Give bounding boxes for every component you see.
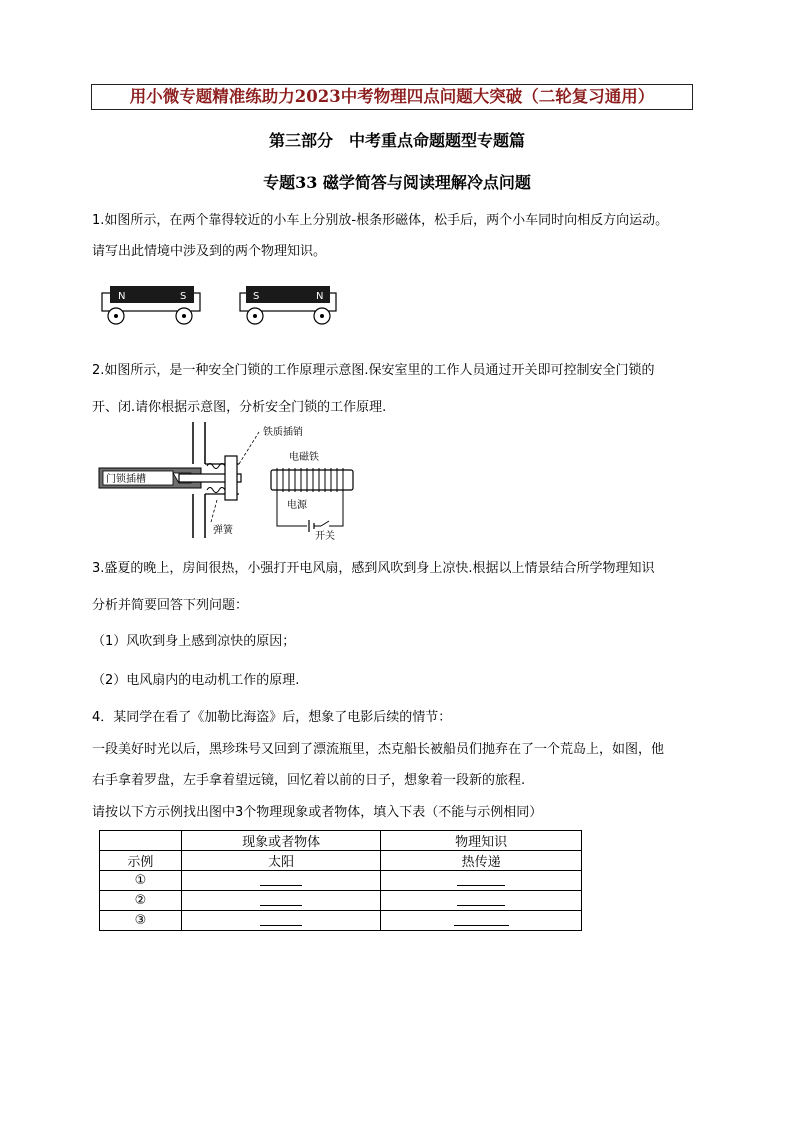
q1-text-line2: 请写出此情境中涉及到的两个物理知识。 — [92, 244, 327, 259]
table-cell: 太阳 — [181, 851, 381, 871]
answer-blank-cell[interactable] — [381, 911, 582, 931]
table-header-cell — [100, 831, 182, 851]
table-row — [100, 911, 582, 931]
answer-blank[interactable] — [260, 875, 302, 886]
q4-text-line4: 请按以下方示例找出图中3个物理现象或者物体，填入下表（不能与示例相同） — [92, 805, 543, 820]
table-row — [100, 851, 582, 871]
q3-text-line2: 分析并简要回答下列问题： — [92, 598, 249, 613]
q2-text-line1: 2.如图所示，是一种安全门锁的工作原理示意图.保安室里的工作人员通过开关即可控制安全门锁的 — [92, 363, 655, 378]
series-banner: 用小微专题精准练助力2023中考物理四点问题大突破（二轮复习通用） — [91, 84, 693, 110]
table-header-cell: 物理知识 — [381, 831, 582, 851]
switch — [321, 521, 329, 526]
answer-blank[interactable] — [457, 895, 505, 906]
table-header-row — [100, 831, 582, 851]
q1-text-line1: 1.如图所示，在两个靠得较近的小车上分别放-根条形磁体，松手后，两个小车同时向相反方向运动。 — [92, 213, 669, 228]
part-title: 第三部分 中考重点命题题型专题篇 — [268, 131, 525, 150]
table-cell: ③ — [100, 911, 182, 931]
topic-title: 专题33 磁学简答与阅读理解冷点问题 — [263, 173, 531, 192]
magnet-left-pole-2: S — [180, 291, 187, 302]
label-latch-slot: 门锁插槽 — [106, 474, 146, 485]
table-row — [100, 871, 582, 891]
q3-text-line1: 3.盛夏的晚上，房间很热，小强打开电风扇，感到风吹到身上凉快.根据以上情景结合所学物理知识 — [92, 561, 655, 576]
label-electromagnet: 电磁铁 — [289, 452, 319, 463]
answer-table — [99, 830, 582, 931]
table-cell: 示例 — [100, 851, 182, 871]
label-iron-pin: 铁质插销 — [263, 427, 303, 438]
magnet-left-pole-1: N — [118, 291, 126, 302]
answer-blank[interactable] — [260, 895, 302, 906]
answer-blank[interactable] — [454, 915, 509, 926]
q4-text-line3: 右手拿着罗盘，左手拿着望远镜，回忆着以前的日子，想象着一段新的旅程. — [92, 773, 526, 788]
table-cell: ① — [100, 871, 182, 891]
q4-text-line2: 一段美好时光以后，黑珍珠号又回到了漂流瓶里，杰克船长被船员们抛弃在了一个荒岛上，如图，他 — [92, 742, 665, 757]
answer-blank-cell[interactable] — [181, 911, 381, 931]
label-switch: 开关 — [315, 531, 335, 540]
magnet-carts-figure — [100, 283, 355, 327]
answer-blank-cell[interactable] — [181, 891, 381, 911]
cart-right — [240, 286, 336, 324]
magnet-right-pole-2: N — [316, 291, 324, 302]
answer-blank[interactable] — [457, 875, 505, 886]
answer-blank-cell[interactable] — [381, 871, 582, 891]
table-row — [100, 891, 582, 911]
table-header-cell: 现象或者物体 — [181, 831, 381, 851]
q2-text-line2: 开、闭.请你根据示意图，分析安全门锁的工作原理. — [92, 400, 387, 415]
answer-blank[interactable] — [260, 915, 302, 926]
q3-sub2: （2）电风扇内的电动机工作的原理. — [92, 673, 300, 688]
table-cell: 热传递 — [381, 851, 582, 871]
magnet-right-pole-1: S — [253, 291, 260, 302]
answer-blank-cell[interactable] — [381, 891, 582, 911]
answer-blank-cell[interactable] — [181, 871, 381, 891]
q4-text-line1: 4．某同学在看了《加勒比海盗》后，想象了电影后续的情节： — [92, 710, 452, 725]
q3-sub1: （1）风吹到身上感到凉快的原因； — [92, 634, 296, 649]
table-cell: ② — [100, 891, 182, 911]
label-power: 电源 — [287, 500, 307, 511]
door-lock-diagram — [93, 418, 365, 540]
label-spring: 弹簧 — [213, 525, 233, 536]
cart-left — [102, 286, 200, 324]
